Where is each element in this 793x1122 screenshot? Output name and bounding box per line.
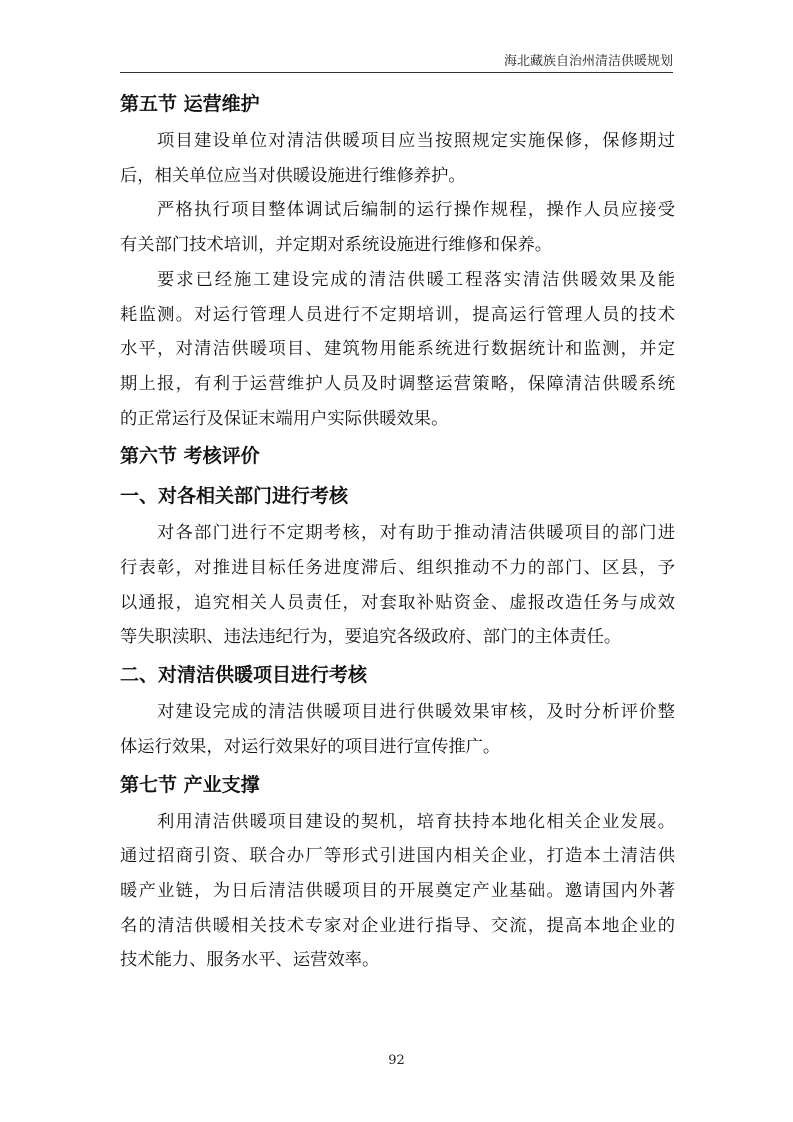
paragraph [120, 695, 675, 764]
text-line: 通过招商引资、联合办厂等形式引进国内相关企业，打造本土清洁供 [120, 846, 675, 867]
text-line: 名的清洁供暖相关技术专家对企业进行指导、交流，提高本地企业的 [120, 915, 675, 936]
text-line: 以通报，追究相关人员责任，对套取补贴资金、虚报改造任务与成效 [120, 592, 675, 613]
section-heading-5: 第五节 运营维护 [120, 93, 260, 115]
text-line: 要求已经施工建设完成的清洁供暖工程落实清洁供暖效果及能 [157, 269, 675, 290]
text-line: 利用清洁供暖项目建设的契机，培育扶持本地化相关企业发展。 [157, 811, 675, 832]
paragraph [120, 124, 675, 193]
page-body [120, 84, 675, 978]
text-line: 严格执行项目整体调试后编制的运行操作规程，操作人员应接受 [157, 200, 675, 221]
text-line: 对建设完成的清洁供暖项目进行供暖效果审核，及时分析评价整 [157, 702, 675, 723]
header-divider [120, 72, 673, 73]
text-line: 耗监测。对运行管理人员进行不定期培训，提高运行管理人员的技术 [120, 304, 675, 325]
document-title: 海北藏族自治州清洁供暖规划 [503, 54, 673, 69]
text-line: 技术能力、服务水平、运营效率。 [120, 950, 380, 971]
text-line: 水平，对清洁供暖项目、建筑物用能系统进行数据统计和监测，并定 [120, 339, 675, 360]
page-number: 92 [388, 1053, 405, 1068]
text-line: 期上报，有利于运营维护人员及时调整运营策略，保障清洁供暖系统 [120, 373, 675, 394]
paragraph [120, 805, 675, 979]
paragraph [120, 193, 675, 262]
paragraph [120, 516, 675, 655]
text-line: 对各部门进行不定期考核，对有助于推动清洁供暖项目的部门进 [157, 523, 675, 544]
text-line: 暖产业链，为日后清洁供暖项目的开展奠定产业基础。邀请国内外著 [120, 880, 675, 901]
text-line: 有关部门技术培训，并定期对系统设施进行维修和保养。 [120, 235, 553, 256]
section-heading-6: 第六节 考核评价 [120, 445, 260, 468]
text-line: 行表彰，对推进目标任务进度滞后、组织推动不力的部门、区县，予 [120, 558, 675, 579]
paragraph [120, 263, 675, 437]
text-line: 体运行效果，对运行效果好的项目进行宣传推广。 [120, 736, 501, 757]
text-line: 的正常运行及保证末端用户实际供暖效果。 [120, 408, 449, 429]
text-line: 等失职渎职、违法违纪行为，要追究各级政府、部门的主体责任。 [120, 627, 622, 648]
subsection-heading-1: 一、对各相关部门进行考核 [120, 485, 349, 508]
subsection-heading-2: 二、对清洁供暖项目进行考核 [120, 664, 368, 687]
text-line: 项目建设单位对清洁供暖项目应当按照规定实施保修，保修期过 [157, 131, 675, 151]
text-line: 后，相关单位应当对供暖设施进行维修养护。 [120, 165, 466, 186]
section-heading-7: 第七节 产业支撑 [120, 773, 260, 796]
